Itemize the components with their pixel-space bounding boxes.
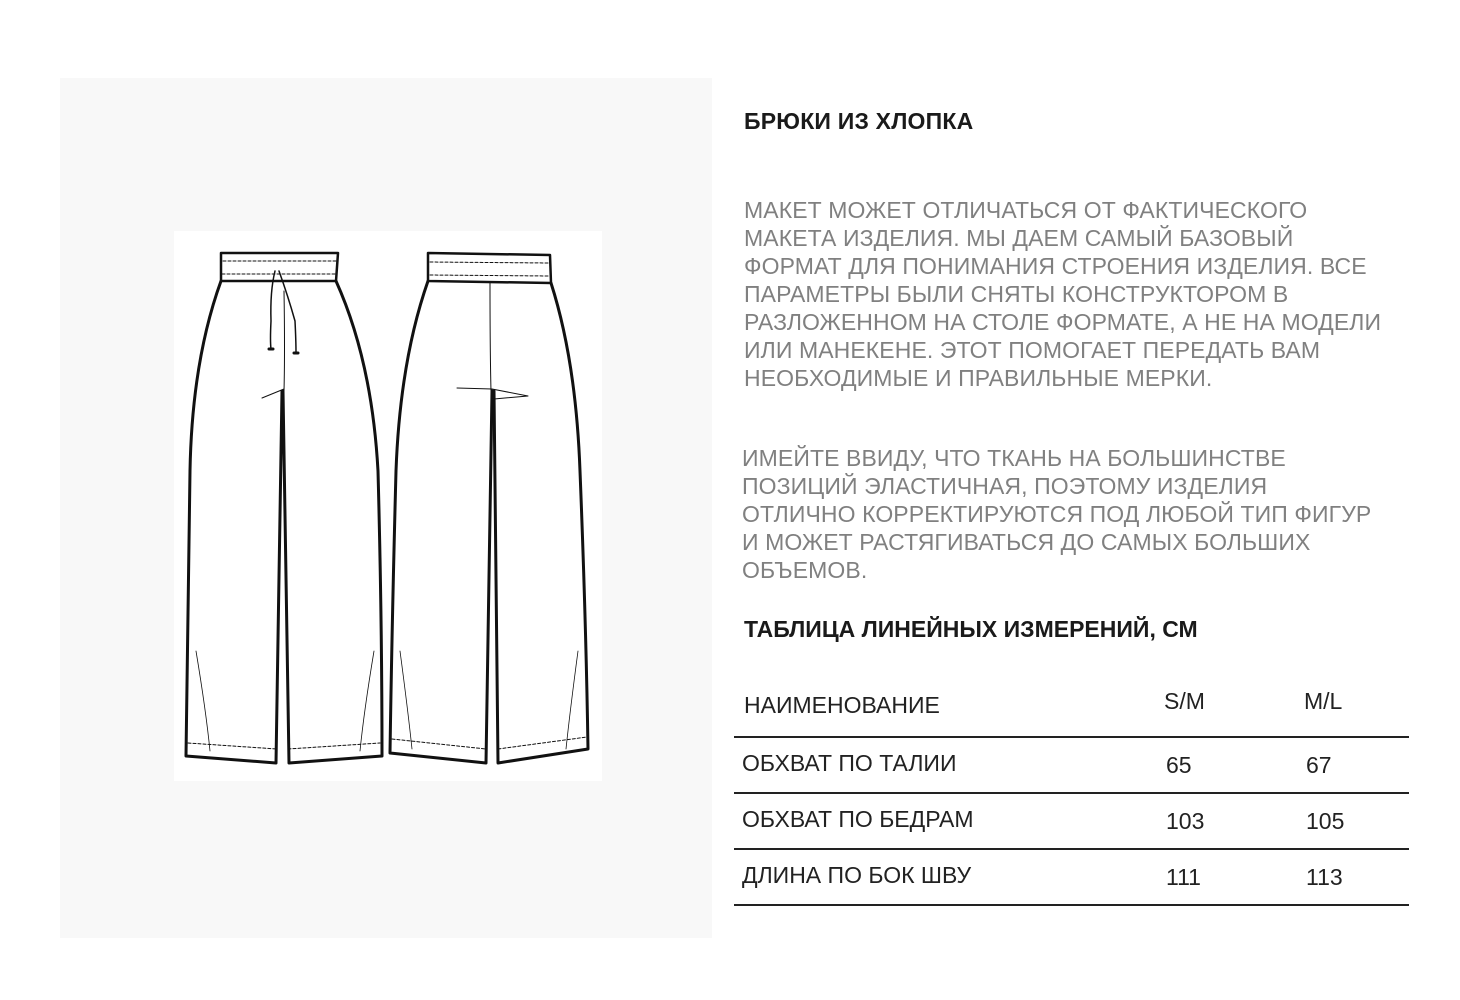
product-image-panel	[60, 78, 712, 938]
size-table-title: ТАБЛИЦА ЛИНЕЙНЫХ ИЗМЕРЕНИЙ, СМ	[744, 616, 1198, 642]
trousers-sketch	[174, 231, 602, 781]
row-value-ml: 67	[1306, 752, 1332, 778]
row-label: ОБХВАТ ПО ТАЛИИ	[742, 750, 957, 776]
back-view-drawing	[390, 253, 588, 763]
row-value-sm: 111	[1166, 864, 1201, 890]
row-value-sm: 103	[1166, 808, 1205, 834]
row-value-sm: 65	[1166, 752, 1192, 778]
row-label: ДЛИНА ПО БОК ШВУ	[742, 862, 972, 888]
table-row	[734, 850, 1409, 906]
header-name: НАИМЕНОВАНИЕ	[744, 692, 940, 718]
header-size-ml: M/L	[1304, 688, 1343, 714]
product-title: БРЮКИ ИЗ ХЛОПКА	[744, 108, 974, 134]
size-table-header	[734, 680, 1409, 738]
header-size-sm: S/M	[1164, 688, 1205, 714]
row-value-ml: 105	[1306, 808, 1345, 834]
front-view-drawing	[186, 253, 382, 763]
row-value-ml: 113	[1306, 864, 1343, 890]
size-table	[734, 680, 1409, 906]
description-paragraph-2: ИМЕЙТЕ ВВИДУ, ЧТО ТКАНЬ НА БОЛЬШИНСТВЕ ПОЗИЦИЙ ЭЛАСТИЧНАЯ, ПОЭТОМУ ИЗДЕЛИЯ ОТЛИЧНО КОРРЕКТИРУЮТСЯ ПОД ЛЮБОЙ ТИП ФИГУР И МОЖЕТ РАСТЯГИВАТЬСЯ ДО САМЫХ БОЛЬШИХ ОБЪЕМОВ.	[742, 445, 1372, 583]
row-label: ОБХВАТ ПО БЕДРАМ	[742, 806, 974, 832]
table-row	[734, 738, 1409, 794]
table-row	[734, 794, 1409, 850]
description-paragraph-1: МАКЕТ МОЖЕТ ОТЛИЧАТЬСЯ ОТ ФАКТИЧЕСКОГО МАКЕТА ИЗДЕЛИЯ. МЫ ДАЕМ САМЫЙ БАЗОВЫЙ ФОРМАТ ДЛЯ ПОНИМАНИЯ СТРОЕНИЯ ИЗДЕЛИЯ. ВСЕ ПАРАМЕТРЫ БЫЛИ СНЯТЫ КОНСТРУКТОРОМ В РАЗЛОЖЕННОМ НА СТОЛЕ ФОРМАТЕ, А НЕ НА МОДЕЛИ ИЛИ МАНЕКЕНЕ. ЭТОТ ПОМОГАЕТ ПЕРЕДАТЬ ВАМ НЕОБХОДИМЫЕ И ПРАВИЛЬНЫЕ МЕРКИ.	[744, 197, 1382, 391]
